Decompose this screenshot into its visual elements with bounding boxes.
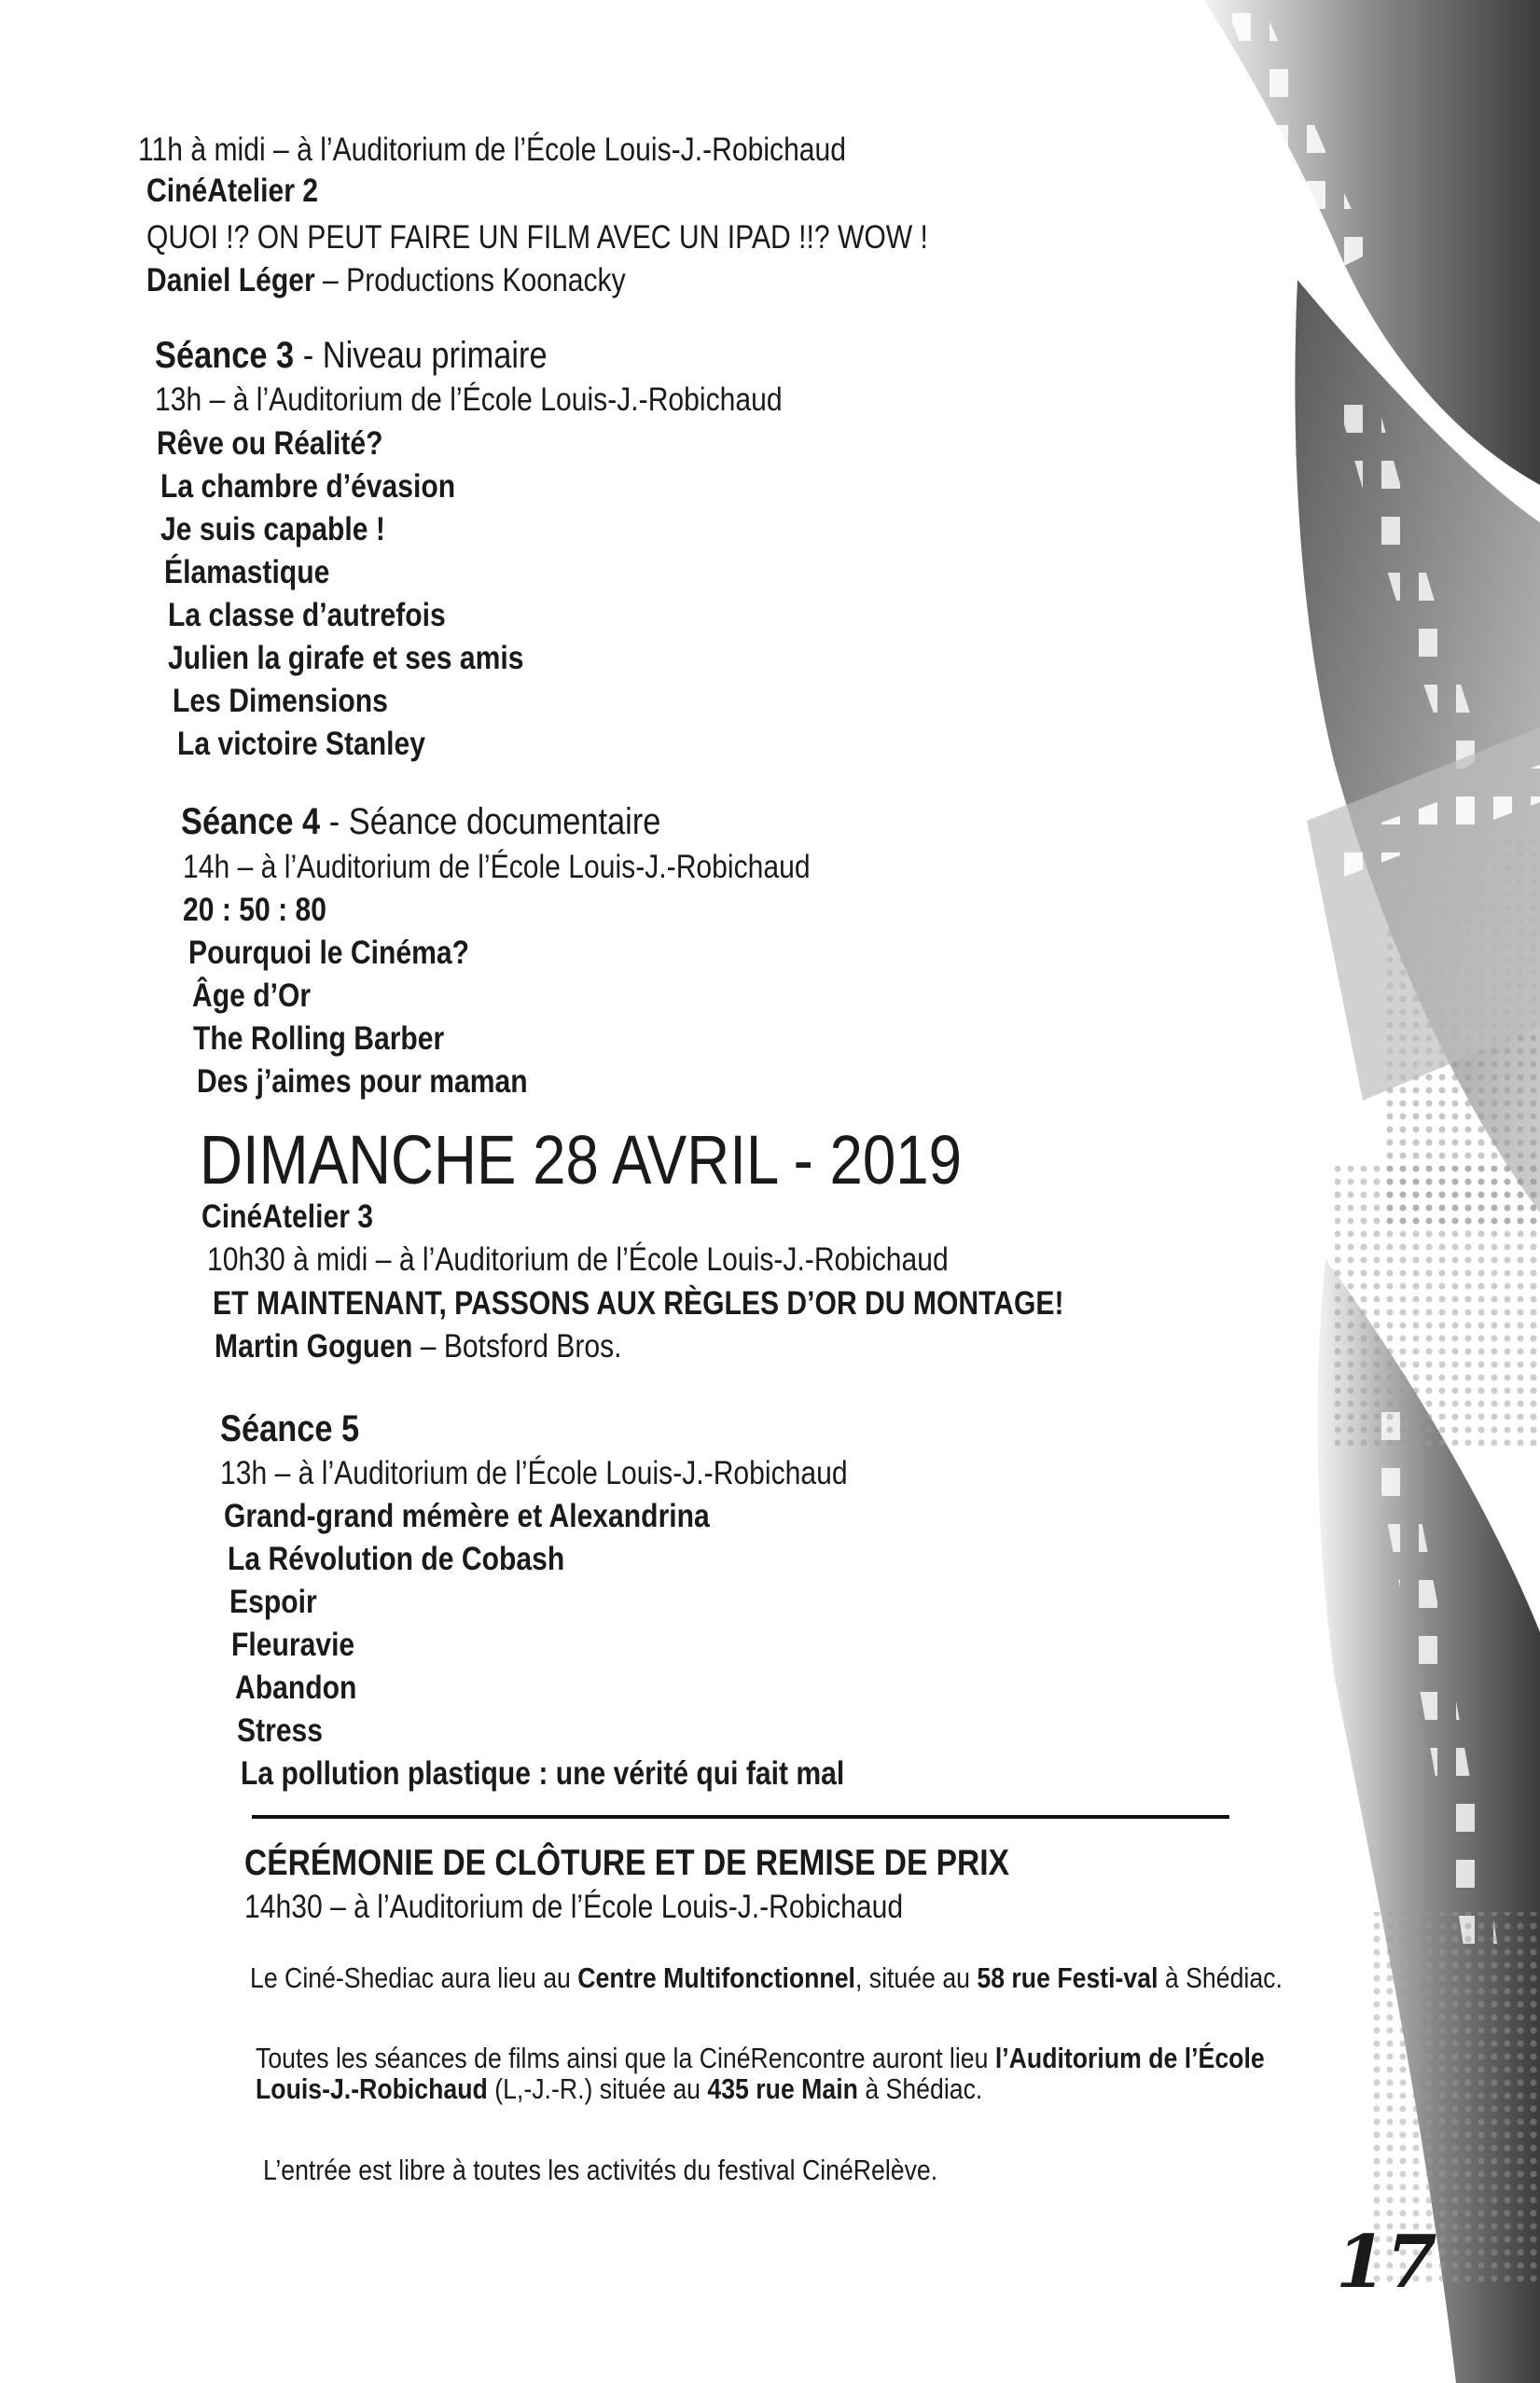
seance5-film: La pollution plastique : une vérité qui fait mal: [241, 1755, 845, 1792]
seance5-film: Espoir: [229, 1584, 317, 1620]
ceremony-title: CÉRÉMONIE DE CLÔTURE ET DE REMISE DE PRIX: [244, 1843, 1009, 1883]
cineatelier3-title: CinéAtelier 3: [201, 1198, 374, 1235]
seance5-film: Grand-grand mémère et Alexandrina: [224, 1498, 710, 1534]
seance3-film: La classe d’autrefois: [168, 597, 446, 633]
cineatelier2-speaker: Daniel Léger – Productions Koonacky: [146, 262, 626, 298]
day-heading: DIMANCHE 28 AVRIL - 2019: [200, 1121, 963, 1198]
seance4-film: 20 : 50 : 80: [183, 892, 326, 928]
page-number: 17: [1336, 2220, 1437, 2305]
seance4-title: Séance 4 - Séance documentaire: [181, 801, 661, 842]
seance4-film: Des j’aimes pour maman: [197, 1063, 528, 1100]
seance5-time: 13h – à l’Auditorium de l’École Louis-J.-Robichaud: [220, 1455, 848, 1491]
seance3-film: Élamastique: [164, 554, 330, 590]
cineatelier3-subtitle: ET MAINTENANT, PASSONS AUX RÈGLES D’OR DU MONTAGE!: [213, 1285, 1064, 1322]
ceremony-time: 14h30 – à l’Auditorium de l’École Louis-J.-Robichaud: [244, 1889, 904, 1925]
seance3-film: Rêve ou Réalité?: [157, 425, 383, 462]
seance3-film: Julien la girafe et ses amis: [168, 640, 524, 676]
seance3-film: La victoire Stanley: [177, 726, 425, 762]
cineatelier2-time: 11h à midi – à l’Auditorium de l’École Louis-J.-Robichaud: [138, 132, 847, 168]
cineatelier3-time: 10h30 à midi – à l’Auditorium de l’École Louis-J.-Robichaud: [207, 1241, 949, 1278]
seance5-title: Séance 5: [220, 1408, 360, 1449]
seance4-film: The Rolling Barber: [193, 1020, 445, 1057]
seance3-film: Les Dimensions: [173, 683, 388, 719]
venue-info-shediac: Le Ciné-Shediac aura lieu au Centre Multifonctionnel, située au 58 rue Festi-val à Shédiac.: [250, 1961, 1283, 1994]
seance3-film: La chambre d’évasion: [160, 468, 456, 505]
seance3-film: Je suis capable !: [160, 511, 385, 547]
seance4-film: Pourquoi le Cinéma?: [188, 935, 470, 971]
cineatelier2-title: CinéAtelier 2: [146, 173, 319, 209]
seance5-film: Stress: [237, 1712, 324, 1749]
venue-info-auditorium: Toutes les séances de films ainsi que la CinéRencontre auront lieu l’Auditorium de l’École Louis-J.-Robichaud (L,-J.-R.) située au 435 rue Main à Shédiac.: [256, 2042, 1265, 2105]
section-divider: [252, 1815, 1229, 1819]
cineatelier2-subtitle: QUOI !? ON PEUT FAIRE UN FILM AVEC UN IPAD !!? WOW !: [146, 219, 928, 256]
seance5-film: Abandon: [235, 1669, 357, 1706]
seance3-time: 13h – à l’Auditorium de l’École Louis-J.-Robichaud: [155, 381, 783, 418]
seance5-film: La Révolution de Cobash: [228, 1541, 565, 1577]
seance4-time: 14h – à l’Auditorium de l’École Louis-J.-Robichaud: [183, 849, 811, 885]
free-entry-note: L’entrée est libre à toutes les activités du festival CinéRelève.: [263, 2154, 938, 2186]
seance3-title: Séance 3 - Niveau primaire: [155, 335, 548, 376]
seance4-film: Âge d’Or: [192, 977, 312, 1014]
cineatelier3-speaker: Martin Goguen – Botsford Bros.: [215, 1328, 622, 1365]
seance5-film: Fleuravie: [231, 1627, 355, 1663]
